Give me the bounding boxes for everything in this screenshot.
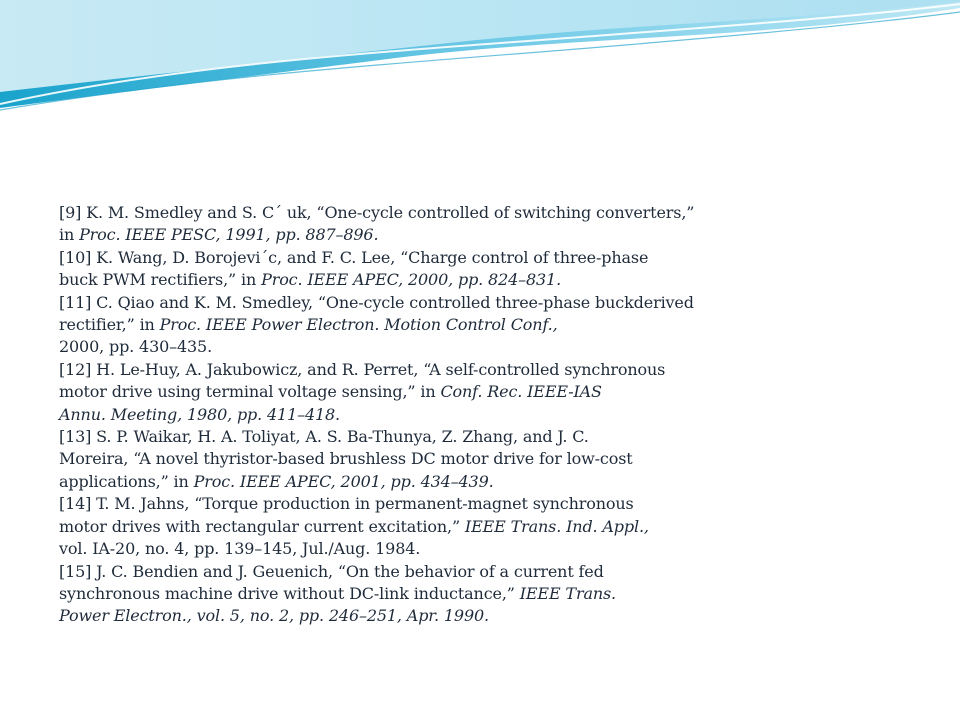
reference-line — [59, 448, 759, 470]
reference-italic-text: IEEE Trans. Ind. Appl., — [464, 516, 649, 536]
reference-line — [59, 247, 759, 269]
reference-item — [59, 247, 759, 292]
reference-line — [59, 404, 759, 426]
reference-line — [59, 224, 759, 246]
reference-item — [59, 561, 759, 628]
reference-item — [59, 292, 759, 359]
reference-line — [59, 516, 759, 538]
reference-italic-text: Conf. Rec. IEEE-IAS — [440, 382, 602, 402]
reference-text: [15] J. C. Bendien and J. Geuenich, “On the behavior of a current fed — [59, 561, 604, 581]
reference-text: [14] T. M. Jahns, “Torque production in permanent-magnet synchronous — [59, 494, 634, 514]
reference-text: [12] H. Le-Huy, A. Jakubowicz, and R. Perret, “A self-controlled synchronous — [59, 359, 666, 379]
reference-italic-text: Proc. IEEE PESC, 1991, pp. 887–896. — [79, 225, 379, 245]
reference-text: rectifier,” in — [59, 315, 160, 335]
header-wave-decoration — [0, 0, 960, 120]
reference-italic-text: IEEE Trans. — [519, 583, 616, 603]
reference-italic-text: Proc. IEEE APEC, 2000, pp. 824–831. — [261, 270, 562, 290]
reference-text: in — [59, 225, 80, 245]
reference-text: Moreira, “A novel thyristor-based brushless DC motor drive for low-cost — [59, 449, 633, 469]
reference-line — [59, 583, 759, 605]
reference-item — [59, 202, 759, 247]
reference-line — [59, 202, 759, 224]
reference-line — [59, 538, 759, 560]
reference-line — [59, 336, 759, 358]
reference-line — [59, 292, 759, 314]
reference-text: vol. IA-20, no. 4, pp. 139–145, Jul./Aug. 1984. — [59, 539, 421, 559]
reference-text: motor drives with rectangular current excitation,” — [59, 516, 465, 536]
reference-italic-text: Proc. IEEE APEC, 2001, pp. 434–439. — [193, 471, 494, 491]
reference-italic-text: Power Electron., vol. 5, no. 2, pp. 246–251, Apr. 1990. — [59, 606, 489, 626]
reference-line — [59, 605, 759, 627]
reference-text: applications,” in — [59, 471, 194, 491]
reference-line — [59, 426, 759, 448]
reference-line — [59, 269, 759, 291]
reference-line — [59, 471, 759, 493]
reference-text: [10] K. Wang, D. Borojevi´c, and F. C. Lee, “Charge control of three-phase — [59, 247, 649, 267]
reference-text: [13] S. P. Waikar, H. A. Toliyat, A. S. Ba-Thunya, Z. Zhang, and J. C. — [59, 427, 589, 447]
reference-text: [11] C. Qiao and K. M. Smedley, “One-cycle controlled three-phase buckderived — [59, 292, 694, 312]
reference-line — [59, 561, 759, 583]
reference-text: 2000, pp. 430–435. — [59, 337, 213, 357]
reference-line — [59, 381, 759, 403]
reference-italic-text: Proc. IEEE Power Electron. Motion Control Conf., — [159, 315, 558, 335]
reference-line — [59, 493, 759, 515]
reference-text: buck PWM rectifiers,” in — [59, 270, 262, 290]
reference-item — [59, 426, 759, 493]
reference-item — [59, 493, 759, 560]
reference-text: synchronous machine drive without DC-link inductance,” — [59, 583, 520, 603]
reference-line — [59, 314, 759, 336]
reference-list — [59, 202, 759, 628]
reference-italic-text: Annu. Meeting, 1980, pp. 411–418. — [59, 404, 340, 424]
reference-line — [59, 359, 759, 381]
reference-text: motor drive using terminal voltage sensing,” in — [59, 382, 441, 402]
reference-item — [59, 359, 759, 426]
reference-text: [9] K. M. Smedley and S. C´ uk, “One-cycle controlled of switching converters,” — [59, 203, 695, 222]
